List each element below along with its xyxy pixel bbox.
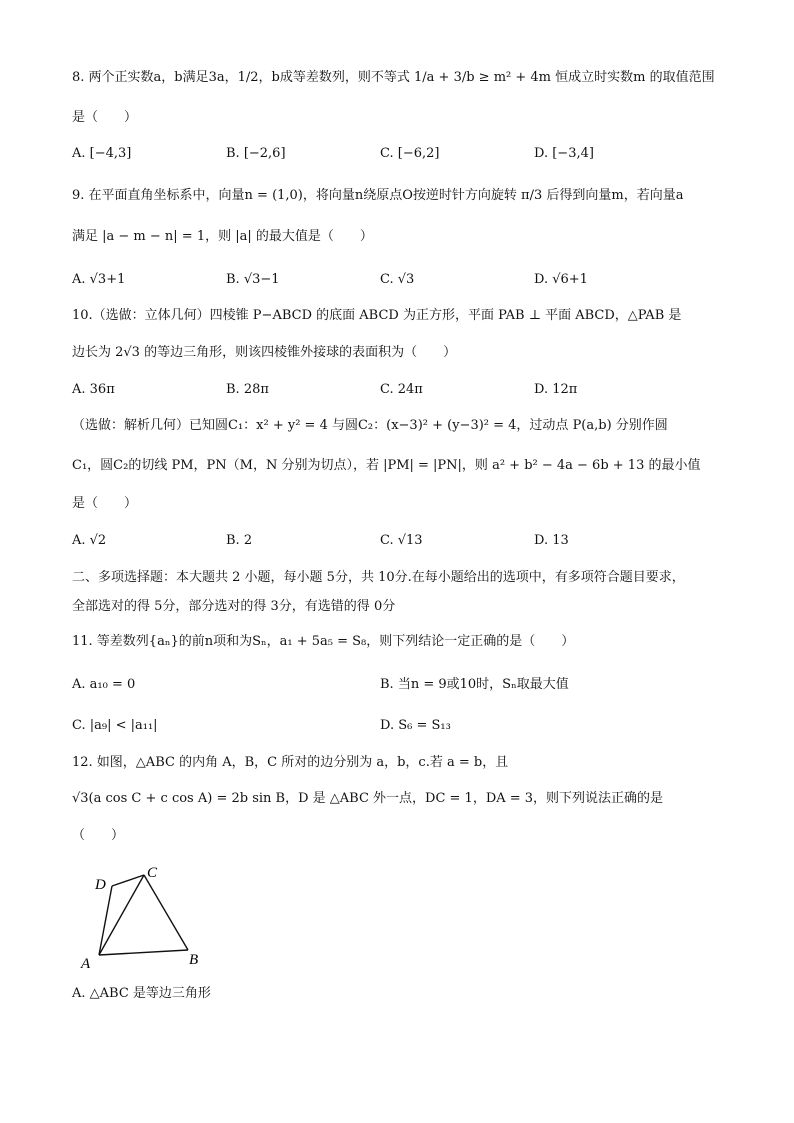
- q10-option-b: B. 28π: [226, 382, 269, 397]
- vertex-label-b: B: [189, 952, 199, 968]
- vertex-label-a: A: [81, 956, 91, 972]
- triangle-figure: [75, 855, 215, 975]
- q10b-stem-line2: C₁，圆C₂的切线 PM，PN（M，N 分别为切点），若 |PM| = |PN|，则 a² + b² − 4a − 6b + 13 的最小值: [72, 458, 701, 473]
- q8-stem-line2: 是（ ）: [72, 110, 138, 125]
- q12-option-a: A. △ABC 是等边三角形: [72, 986, 211, 1001]
- q11-option-a: A. a₁₀ = 0: [72, 677, 136, 692]
- q10b-option-b: B. 2: [226, 533, 253, 548]
- q10b-option-a: A. √2: [72, 533, 107, 548]
- q9-option-d: D. √6+1: [534, 272, 588, 287]
- q11-option-b: B. 当n = 9或10时，Sₙ取最大值: [380, 677, 569, 692]
- q10b-option-d: D. 13: [534, 533, 569, 548]
- q10b-option-c: C. √13: [380, 533, 423, 548]
- q8-option-d: D. [−3,4]: [534, 146, 594, 161]
- q11-option-d: D. S₆ = S₁₃: [380, 718, 451, 733]
- q8-option-c: C. [−6,2]: [380, 146, 440, 161]
- q11-stem: 11. 等差数列{aₙ}的前n项和为Sₙ，a₁ + 5a₅ = S₈，则下列结论一定正确的是（ ）: [72, 634, 575, 649]
- vertex-label-d: D: [95, 877, 106, 893]
- q8-option-a: A. [−4,3]: [72, 146, 132, 161]
- q10-option-a: A. 36π: [72, 382, 115, 397]
- q12-stem-line1: 12. 如图，△ABC 的内角 A，B，C 所对的边分别为 a，b，c.若 a = b，且: [72, 755, 509, 770]
- segment-bc: [144, 875, 188, 950]
- section2-heading-line2: 全部选对的得 5分，部分选对的得 3分，有选错的得 0分: [72, 599, 396, 614]
- q8-stem-line1: 8. 两个正实数a，b满足3a，1/2，b成等差数列，则不等式 1/a + 3/b ≥ m² + 4m 恒成立时实数m 的取值范围: [72, 70, 715, 85]
- q11-option-c: C. |a₉| < |a₁₁|: [72, 718, 158, 733]
- segment-ab: [99, 950, 188, 955]
- q10-option-c: C. 24π: [380, 382, 423, 397]
- q10b-stem-line1: （选做：解析几何）已知圆C₁：x² + y² = 4 与圆C₂：(x−3)² + (y−3)² = 4，过动点 P(a,b) 分别作圆: [72, 418, 668, 433]
- q9-option-b: B. √3−1: [226, 272, 280, 287]
- q12-stem-line3: （ ）: [72, 828, 125, 843]
- q10-option-d: D. 12π: [534, 382, 578, 397]
- q10b-stem-line3: 是（ ）: [72, 496, 138, 511]
- q12-stem-line2: √3(a cos C + c cos A) = 2b sin B，D 是 △ABC 外一点，DC = 1，DA = 3，则下列说法正确的是: [72, 791, 664, 806]
- q9-stem-line1: 9. 在平面直角坐标系中，向量n = (1,0)，将向量n绕原点O按逆时针方向旋转 π/3 后得到向量m，若向量a: [72, 188, 684, 203]
- q8-option-b: B. [−2,6]: [226, 146, 286, 161]
- q10-stem-line1: 10.（选做：立体几何）四棱锥 P−ABCD 的底面 ABCD 为正方形，平面 PAB ⊥ 平面 ABCD，△PAB 是: [72, 308, 682, 323]
- q9-stem-line2: 满足 |a − m − n| = 1，则 |a| 的最大值是（ ）: [72, 229, 373, 244]
- section2-heading-line1: 二、多项选择题：本大题共 2 小题，每小题 5分，共 10分.在每小题给出的选项中，有多项符合题目要求，: [72, 570, 685, 585]
- q10-stem-line2: 边长为 2√3 的等边三角形，则该四棱锥外接球的表面积为（ ）: [72, 345, 457, 360]
- q9-option-a: A. √3+1: [72, 272, 126, 287]
- vertex-label-c: C: [147, 865, 158, 881]
- q9-option-c: C. √3: [380, 272, 415, 287]
